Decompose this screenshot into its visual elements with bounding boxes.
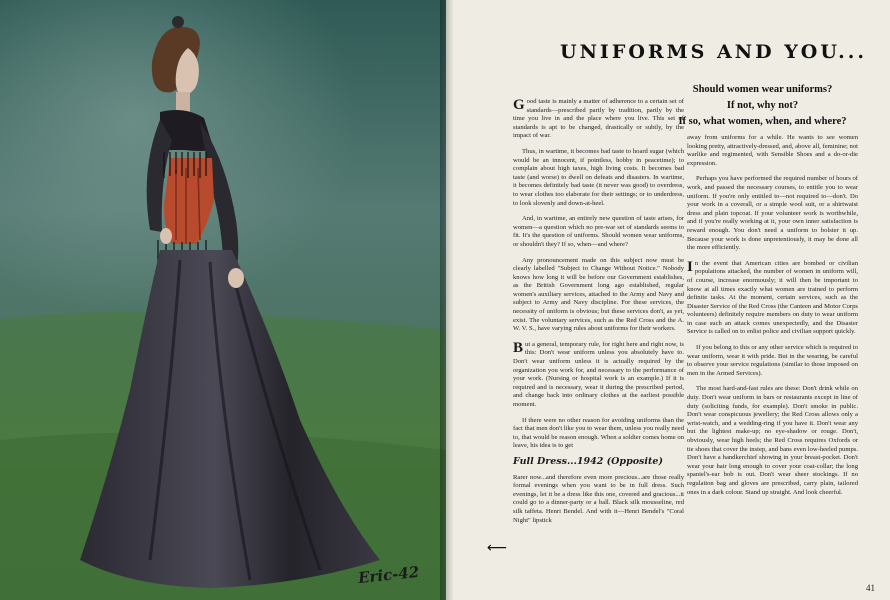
caption-text: Rarer now...and therefore even more precious...are those really formal evenings when you want to be in full dress. Such evenings, let it be a dress like this one, covered and gracious...it could go to a dinner-party or a ball. Black silk mousseline, red silk taffeta. Henri Bendel. And with it—Henri Bendel's "Coral Night" lipstick (513, 473, 684, 524)
article-title: UNIFORMS AND YOU... (560, 41, 868, 63)
text-column-1 (513, 98, 684, 532)
paragraph: The most hard-and-fast rules are these: Don't drink while on duty. Don't wear uniform in bars or restaurants except in line of duty (soliciting funds, for example). Don't smoke in public. Don't wear conspicuous jewellery; the Red Cross allows only a wrist-watch, and a wedding-ring if you have it. Don't wear any but the lightest make-up; no eye-shadow or rouge. Don't, obviously, wear high heels; the Red Cross requires Oxfords or tie shoes that cover the instep, and bans even low-heeled pumps. Don't have a handkerchief showing in your breast-pocket. Don't wear your hair long enough to cover your coat-collar; the long spaniel's-ear bob is out. Don't wear sheer stockings. If no regulation bag and gloves are prescribed, carry plain, tailored ones in a dark colour. Stand up straight. And look cheerful. (687, 385, 858, 496)
text-column-2 (687, 134, 858, 504)
question-3: If so, what women, when, and where? (678, 116, 847, 127)
page-gutter (440, 0, 454, 600)
paragraph: Good taste is mainly a matter of adherence to a certain set of standards—prescribed partly by tradition, partly by the time you live in and the place where you live. This set of standards is apt to be changed, drastically or subtly, by the impact of war. (513, 97, 684, 140)
left-arrow-icon: ⟵ (487, 540, 508, 556)
paragraph: But a general, temporary rule, for right here and right now, is this: Don't wear uniform unless you absolutely have to. Don't wear uniform unless it is actually required by the organization you work for, and necessary to the performance of your work. (Nursing or hospital work is an example.) If it is required and is necessary, wear it during the prescribed period, and change back into ordinary clothes at the earliest possible moment. (513, 339, 684, 408)
paragraph: away from uniforms for a while. He wants to see women looking pretty, attractively-dressed, and, above all, feminine; not warlike and regimented, with Sensible Shoes and a do-or-die expression. (687, 134, 858, 167)
question-2: If not, why not? (726, 100, 799, 111)
subhead-questions (660, 82, 865, 130)
paragraph: If there were no other reason for avoiding uniforms than the fact that men don't like you to wear them, unless you really need to, that would be reason enough. When a soldier comes home on leave, his idea is to get (513, 416, 684, 450)
page-number: 41 (866, 583, 875, 593)
paragraph: And, in wartime, an entirely new question of taste arises, for women—a question which no pre-war set of standards seems to fit. It's the question of uniforms. Should women wear uniforms, or shouldn't they? If so, when—and where? (513, 215, 684, 248)
paragraph: In the event that American cities are bombed or civilian populations attacked, the number of women in uniform will, of course, increase enormously; it will then be important to know at all times exactly what women are trained to perform definite tasks. At the moment, certain services, such as the Disaster Service of the Red Cross (the Canteen and Motor Corps volunteers) definitely require members on duty to wear uniform in case such an attack comes unexpectedly, and the Disaster Service is called on to enlist police and civilian support quickly. (687, 258, 858, 336)
paragraph: Any pronouncement made on this subject now must be clearly labelled "Subject to Change Without Notice." Nobody knows how long it will be before our Government establishes, as the British Government long ago established, regular women's auxiliary services, attached to the Army and Navy and subject to Army and Navy discipline. For these services, the necessity of uniform is obvious; but these services don't, as yet, exist. The voluntary services, such as the Red Cross and the A. W. V. S., have varying rules about uniforms for their workers. (513, 256, 684, 333)
caption-heading: Full Dress...1942 (Opposite) (513, 455, 663, 467)
artist-signature: Eric-42 (357, 562, 421, 588)
question-1: Should women wear uniforms? (692, 84, 833, 95)
paragraph: Perhaps you have performed the required number of hours of work, and passed the necessary courses, to entitle you to wear uniform. If you're only entitled to—not required to—don't. Do your work in a coverall, or a simple wool suit, or a shirtwaist dress and plain topcoat. If your volunteer work is worthwhile, and if you're really working at it, your own inner satisfaction is reward enough. You don't need a uniform to bolster it up. Because your work is done unpretentiously, it may be done all the more efficiently. (687, 175, 858, 252)
paragraph: Thus, in wartime, it becomes bad taste to hoard sugar (which would be an innocent, if pointless, hobby in peacetime); to complain about high taxes, high living costs. It becomes bad taste (and worse) to dwell on defeats and disasters. In wartime, it becomes definitely bad taste (it never was good) to overdress, to wear clothes too elaborate for their settings; or to underdress, to look slovenly and down-at-heel. (513, 147, 684, 207)
paragraph: If you belong to this or any other service which is required to wear uniform, wear it with pride. But in the wearing, be careful to observe your service regulations (similar to those imposed on men in the Armed Services). (687, 344, 858, 377)
